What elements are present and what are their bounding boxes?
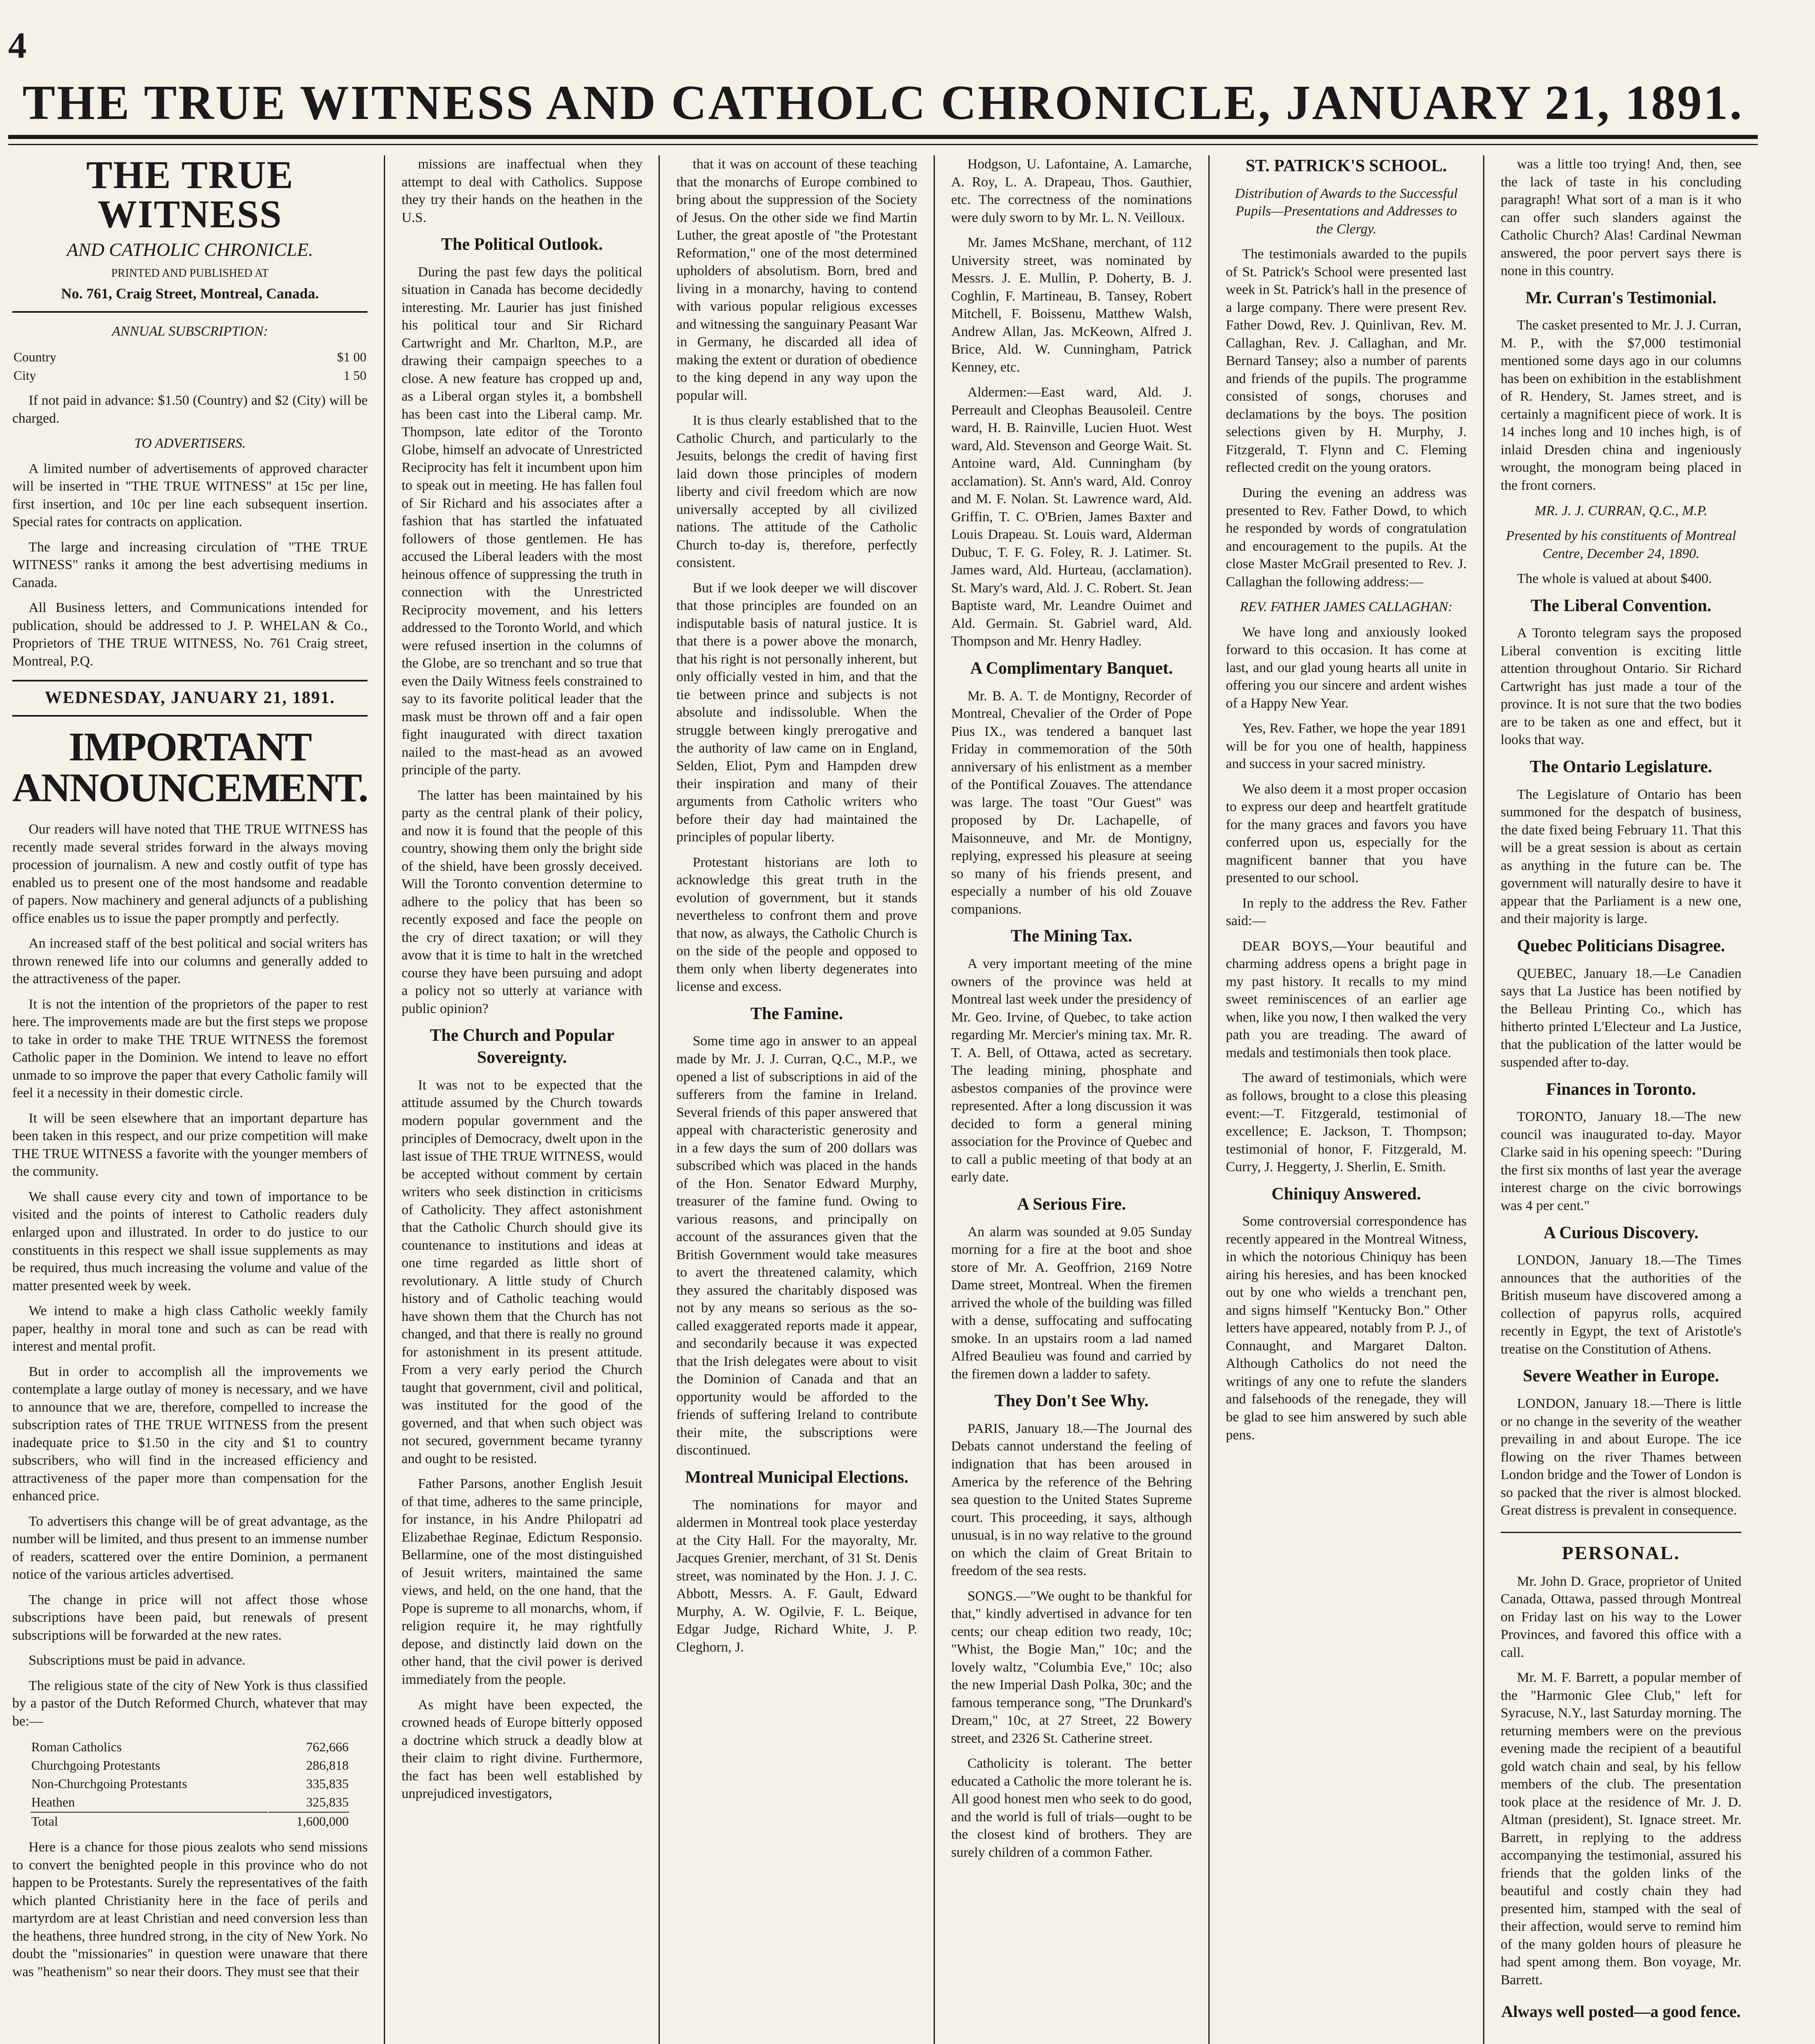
subscription-table <box>12 347 367 385</box>
table-row <box>31 1775 349 1793</box>
stats-value: 286,818 <box>306 1758 349 1773</box>
announcement-paragraph: An increased staff of the best political and social writers has thrown renewed life into our columns and generally added to the attractiveness of the paper. <box>12 936 368 987</box>
subscription-note: If not paid in advance: $1.50 (Country) and $2 (City) will be charged. <box>12 393 368 426</box>
announcement-paragraph: We intend to make a high class Catholic weekly family paper, healthy in moral tone and such as can be read with interest and mental profit. <box>12 1303 368 1354</box>
masthead-title: THE TRUE WITNESS <box>86 153 294 236</box>
announcement-heading: IMPORTANT ANNOUNCEMENT. <box>12 724 368 811</box>
subscription-amount: $1 00 <box>337 350 367 365</box>
date-line: WEDNESDAY, JANUARY 21, 1891. <box>12 680 367 717</box>
issue-title: THE TRUE WITNESS AND CATHOLC CHRONICLE, JANUARY 21, 1891. <box>22 75 1743 130</box>
header-rule-thin <box>8 144 1758 145</box>
famine-heading: The Famine. <box>750 1004 843 1023</box>
masthead-address: No. 761, Craig Street, Montreal, Canada. <box>61 285 319 302</box>
famine-paragraph: Some time ago in answer to an appeal made by Mr. J. J. Curran, Q.C., M.P., we opened a list of subscriptions in aid of the sufferers from the famine in Ireland. Several friends of this paper answered that appeal with characteristic generosity and in a few days the sum of 200 dollars was subscribed which was placed in the hands of the Hon. Senator Edward Murphy, treasurer of the famine fund. Owing to various reasons, and principally on account of the assurances given that the British Government would take measures to avert the threatened calamity, which they assured the charitably disposed was not by any means so serious as the so-called exaggerated reports made it appear, and secondarily because it was expected that the Irish delegates were about to visit the Dominion of Canada and that an opportunity would be afforded to the friends of suffering Ireland to contribute their mite, the subscriptions were discontinued. <box>676 1033 917 1458</box>
advertisers-text: A limited number of advertisements of approved character will be inserted in "THE TRUE WITNESS" at 15c per line, first insertion, and 10c per line each subsequent insertion. Special rates for contracts on application. <box>12 461 368 530</box>
church-paragraph: It was not to be expected that the attitude assumed by the Church towards modern popular government and the principles of Democracy, dwelt upon in the last issue of THE TRUE WITNESS, would be accepted without comment by certain writers who seek distinction in criticisms of Catholicity. They affect astonishment that the Catholic Church should give its countenance to institutions and ideas at one time regarded as little short of revolutionary. A little study of Church history and of Catholic teaching would have shown them that the Church has not changed, and that there is really no ground for astonishment in its present attitude. From a very early period the Church taught that government, civil and political, was instituted for the good of the governed, and that when such object was not secured, government became tyranny and ought to be resisted. <box>401 1077 643 1466</box>
montreal-elections-paragraph: The nominations for mayor and aldermen in Montreal took place yesterday at the City Hall. For the mayoralty, Mr. Jacques Grenier, merchant, of 31 St. Denis street, was nominated by the Hon. J. J. C. Abbott, Messrs. A. F. Gault, Edward Murphy, A. W. Ogilvie, F. L. Beique, Edgar Judge, Richard White, J. P. Cleghorn, J. <box>676 1497 917 1655</box>
curran-signature-2: Presented by his constituents of Montreal Centre, December 24, 1890. <box>1506 528 1736 561</box>
stats-value: 762,666 <box>306 1739 349 1755</box>
column-5 <box>1208 155 1483 2044</box>
column-4-lead: Hodgson, U. Lafontaine, A. Lamarche, A. Roy, L. A. Drapeau, Thos. Gauthier, etc. The correctness of the nominations were duly sworn to by Mr. L. N. Veilloux. <box>951 157 1192 225</box>
column-3-paragraph: It is thus clearly established that to the Catholic Church, and particularly to the Jesuits, belongs the credit of having first laid down those principles of modern liberty and civil freedom which are now universally accepted by all civilized nations. The attitude of the Catholic Church to-day is, therefore, perfectly consistent. <box>676 413 917 571</box>
banquet-heading: A Complimentary Banquet. <box>970 659 1173 678</box>
advertisers-heading: TO ADVERTISERS. <box>134 436 246 451</box>
header-rule <box>8 135 1758 139</box>
curran-value: The whole is valued at about $400. <box>1517 571 1712 587</box>
severe-weather-heading: Severe Weather in Europe. <box>1523 1367 1719 1386</box>
religious-stats-intro: The religious state of the city of New York is thus classified by a pastor of the Dutch Reformed Church, whatever that may be:— <box>12 1678 368 1729</box>
stats-total-value: 1,600,000 <box>269 1812 349 1830</box>
stats-total-label: Total <box>31 1812 268 1830</box>
curran-paragraph: The casket presented to Mr. J. J. Curran, M. P., with the $7,000 testimonial mentioned some days ago in our columns has been on exhibition in the establishment of R. Hendery, St. James street, and is certainly a magnificent piece of work. It is 14 inches long and 10 inches high, is of inlaid Dresden china and ingeniously wrought, the monogram being placed in the front corners. <box>1500 318 1741 493</box>
table-row <box>31 1757 349 1774</box>
stats-label: Non-Churchgoing Protestants <box>31 1776 187 1791</box>
ontario-legislature-heading: The Ontario Legislature. <box>1530 757 1712 776</box>
column-3-lead: that it was on account of these teaching that the monarchs of Europe combined to bring about the suppression of the Society of Jesus. On the other side we find Martin Luther, the great apostle of "the Protestant Reformation," one of the most determined upholders of absolutism. Born, bred and living in a monarchy, having to contend with various popular religious excesses and witnessing the sanguinary Peasant War in Germany, he discarded all idea of making the extent or duration of obedience to the king depend in any way upon the popular will. <box>676 157 917 403</box>
column-4-paragraph: Mr. James McShane, merchant, of 112 University street, was nominated by Messrs. J. E. Mullin, P. Doherty, B. J. Coghlin, F. Martineau, B. Tansey, Robert Mitchell, F. Boissenu, Matthew Walsh, Andrew Allan, Jas. McKeown, Alfred J. Brice, Ald. W. Cunningham, Patrick Kenney, etc. <box>951 235 1192 375</box>
column-1 <box>8 155 384 2044</box>
issue-header <box>8 37 1758 131</box>
awards-paragraph: The award of testimonials, which were as follows, brought to a close this pleasing event:—T. Fitzgerald, testimonial of excellence; E. Jackson, T. Thompson; testimonial of honor, F. Fitzgerald, M. Curry, J. Heggerty, J. Sherlin, E. Smith. <box>1226 1070 1467 1175</box>
songs-paragraph: SONGS.—"We ought to be thankful for that," kindly advertised in advance for ten cents; our cheap edition two ready, 10c; "Whist, the Bogie Man," 10c; and the lovely waltz, "Columbia Eve," 10c; also the new Imperial Dash Polka, 30c; and the famous temperance song, "The Drunkard's Dream," 10c, at 27 Street, 22 Bowery street, and 2326 St. Catherine street. <box>951 1588 1192 1746</box>
church-paragraph: Father Parsons, another English Jesuit of that time, adheres to the same principle, for instance, in his Andre Philopatri ad Elizabethae Reginae, Edictum Responsio. Bellarmine, one of the most distinguished of Jesuit writers, maintained the same views, and held, on the one hand, that the Pope is supreme to all monarchs, whom, if religion require it, he may rightfully depose, and distinctly laid down on the other hand, that the civil power is derived immediately from the people. <box>401 1476 643 1687</box>
political-paragraph: During the past few days the political situation in Canada has become decidedly interesting. Mr. Laurier has just finished his political tour and Sir Richard Cartwright and Mr. Charlton, M.P., are drawing their campaign speeches to a close. A new feature has cropped up and, as a Liberal organ styles it, a bombshell has been cast into the Liberal camp. Mr. Thompson, late editor of the Toronto Globe, himself an advocate of Unrestricted Reciprocity has felt it incumbent upon him to speak out in meeting. He has fallen foul of Sir Richard and his associates after a fashion that has startled the infatuated followers of those gentlemen. He has accused the Liberal leaders with the most heinous offence of suppressing the truth in connection with the Unrestricted Reciprocity movement, and his letters addressed to the Toronto World, and which were refused insertion in the columns of the Globe, are so trenchant and so true that even the Daily Witness feels constrained to say to its favorite political leader that the mask must be thrown off and a fair open fight inaugurated with direct taxation nailed to the mast-head as an avowed principle of the party. <box>401 264 643 778</box>
column-2-lead: missions are inaffectual when they attempt to deal with Catholics. Suppose they try their hands on the heathen in the U.S. <box>401 157 643 225</box>
masthead <box>12 155 367 313</box>
announcement-paragraph: We shall cause every city and town of importance to be visited and the points of interest to Catholic readers duly enlarged upon and illustrated. In order to do justice to our constituents in this respect we shall issue supplements as may be required, thus much increasing the volume and value of the matter presented week by week. <box>12 1189 368 1293</box>
column-3-paragraph: But if we look deeper we will discover that those principles are founded on an indisputable basis of natural justice. It is that there is a power above the monarch, that his right is not personally inherent, but only officially vested in him, and that the tie between prince and subjects is not absolute and indissoluble. When the struggle between kingly prerogative and the authority of law came on in England, Selden, Eliot, Pym and Hampden drew their inspiration and many of their arguments from Catholic writers who before their day had maintained the principles of popular liberty. <box>676 580 917 845</box>
school-paragraph: DEAR BOYS,—Your beautiful and charming address opens a bright page in my past history. It recalls to my mind sweet reminiscences of an earlier age when, like you now, I then walked the very path you are treading. The award of medals and testimonials then took place. <box>1226 938 1467 1060</box>
liberal-paragraph: A Toronto telegram says the proposed Liberal convention is exciting little attention throughout Ontario. Sir Richard Cartwright has just made a tour of the province. It is not sure that the two bodies are to be taken as one and effect, but it looks that way. <box>1500 625 1741 748</box>
newspaper-columns <box>8 155 1758 2044</box>
school-paragraph: We have long and anxiously looked forward to this occasion. It has come at last, and our glad young hearts all unite in offering you our sincere and ardent wishes of a Happy New Year. <box>1226 624 1467 711</box>
subscription-label: Country <box>13 350 56 365</box>
subscription-heading: ANNUAL SUBSCRIPTION: <box>112 323 268 339</box>
business-letters: All Business letters, and Communications intended for publication, should be addressed to J. P. WHELAN & Co., Proprietors of THE TRUE WITNESS, No. 761 Craig street, Montreal, P.Q. <box>12 600 368 669</box>
weather-paragraph: LONDON, January 18.—There is little or no change in the severity of the weather prevailing in and about Europe. The ice flowing on the river Thames between London bridge and the Tower of London is so packed that the river is almost blocked. Great distress is prevalent in consequence. <box>1500 1396 1741 1518</box>
advertisers-text-2: The large and increasing circulation of "THE TRUE WITNESS" ranks it among the best advertising mediums in Canada. <box>12 539 368 590</box>
table-row <box>13 367 367 384</box>
liberal-convention-heading: The Liberal Convention. <box>1530 596 1712 615</box>
stats-label: Heathen <box>31 1795 75 1810</box>
stats-label: Roman Catholics <box>31 1739 122 1755</box>
table-row <box>13 348 367 366</box>
dont-see-why-paragraph: PARIS, January 18.—The Journal des Debats cannot understand the feeling of indignation that has been aroused in America by the reference of the Behring sea question to the United States Supreme court. This proceeding, it says, although unusual, is in no way relative to the ground on which the claim of Great Britain to freedom of the sea rests. <box>951 1421 1192 1579</box>
column-3 <box>659 155 933 2044</box>
table-row <box>31 1738 349 1756</box>
stats-value: 335,835 <box>306 1776 349 1791</box>
mining-tax-heading: The Mining Tax. <box>1011 927 1132 946</box>
quebec-paragraph: QUEBEC, January 18.—Le Canadien says that La Justice has been notified by the Belleau Printing Co., which has hitherto printed L'Electeur and La Justice, that the publication of the latter would be suspended after to-day. <box>1500 966 1741 1070</box>
serious-fire-heading: A Serious Fire. <box>1017 1195 1126 1214</box>
masthead-printed: PRINTED AND PUBLISHED AT <box>111 267 269 280</box>
school-address-salutation: REV. FATHER JAMES CALLAGHAN: <box>1239 599 1453 615</box>
personal-paragraph: Mr. John D. Grace, proprietor of United Canada, Ottawa, passed through Montreal on Friday last on his way to the Lower Provinces, and favored this office with a call. <box>1500 1573 1741 1660</box>
st-patricks-school-heading: ST. PATRICK'S SCHOOL. <box>1246 157 1447 175</box>
ontario-paragraph: The Legislature of Ontario has been summoned for the despatch of business, the date fixed being February 11. That this will be a great session is about as certain as anything in the future can be. The government will naturally desire to have it appear that the Parliament is a new one, and their majority is large. <box>1500 787 1741 927</box>
religious-stats-table <box>30 1737 350 1831</box>
mining-tax-paragraph: A very important meeting of the mine owners of the province was held at Montreal last week under the presidency of Mr. Geo. Irvine, of Quebec, to take action regarding Mr. Mercier's mining tax. Mr. R. T. A. Bell, of Ottawa, acted as secretary. The leading mining, phosphate and asbestos companies of the province were represented. After a long discussion it was decided to form a general mining association for the Province of Quebec and to call a public meeting of that body at an early date. <box>951 956 1192 1185</box>
table-row <box>31 1793 349 1811</box>
political-outlook-heading: The Political Outlook. <box>441 235 603 254</box>
dont-see-why-heading: They Don't See Why. <box>994 1392 1149 1411</box>
column-4-paragraph: Aldermen:—East ward, Ald. J. Perreault and Cleophas Beausoleil. Centre ward, H. B. Rainville, Lucien Huot. West ward, Ald. Stevenson and George Wait. St. Antoine ward, Ald. Cunningham (by acclamation). St. Ann's ward, Ald. Conroy and M. F. Nolan. St. Lawrence ward, Ald. Griffin, T. C. O'Brien, James Baxter and Louis Drapeau. St. Louis ward, Alderman Dubuc, T. F. G. Foley, R. J. Latimer. St. James ward, Ald. Hurteau, (acclamation). St. Mary's ward, Ald. J. C. Robert. St. Jean Baptiste ward, Mr. Leandre Ouimet and Ald. Germain. St. Gabriel ward, Ald. Thompson and Mr. Henry Hadley. <box>951 385 1192 649</box>
montreal-elections-heading: Montreal Municipal Elections. <box>685 1468 909 1487</box>
announcement-paragraph: To advertisers this change will be of great advantage, as the number will be limited, and thus present to an immense number of readers, scattered over the entire Dominion, a permanent notice of the various articles advertised. <box>12 1513 368 1582</box>
school-paragraph: During the evening an address was presented to Rev. Father Dowd, to which he responded by words of congratulation and encouragement to the pupils. At the close Master McGrail presented to Rev. J. Callaghan the following address:— <box>1226 485 1467 589</box>
personal-heading: PERSONAL. <box>1501 1532 1741 1565</box>
personal-paragraph: Mr. M. F. Barrett, a popular member of the "Harmonic Glee Club," left for Syracuse, N.Y., last Saturday morning. The returning members were on the previous evening made the recipient of a beautiful gold watch chain and seal, by his fellow members of the club. The presentation took place at the residence of Mr. J. D. Altman (president), St. Ignace street. Mr. Barrett, in replying to the address accompanying the testimonial, assured his friends that the golden links of the beautiful and costly chain they had presented him, stamped with the seal of their affection, would serve to remind him of the many golden hours of pleasure he had spent among them. Bon voyage, Mr. Barrett. <box>1500 1670 1741 1988</box>
st-patricks-school-subheading: Distribution of Awards to the Successful Pupils—Presentations and Addresses to the Clergy. <box>1235 186 1458 237</box>
school-paragraph: We also deem it a most proper occasion to express our deep and heartfelt gratitude for the many graces and favors you have conferred upon us, especially for the magnificent banner that you have presented to our school. <box>1226 781 1467 886</box>
announcement-paragraph: It will be seen elsewhere that an important departure has been taken in this respect, and our prize competition will make THE TRUE WITNESS a favorite with the younger members of the community. <box>12 1110 368 1179</box>
column-3-paragraph: Protestant historians are loth to acknowledge this great truth in the evolution of government, but it stands nevertheless to confront them and prove that now, as always, the Catholic Church is on the side of the people and opposed to them only when liberty degenerates into license and excess. <box>676 854 917 995</box>
subscription-label: City <box>13 368 36 383</box>
column-6-lead: was a little too trying! And, then, see the lack of taste in his concluding paragraph! What sort of a man is it who can offer such slanders against the Catholic Church? Alas! Cardinal Newman answered, the poor pervert says there is none in this country. <box>1500 157 1741 279</box>
political-paragraph: The latter has been maintained by his party as the central plank of their policy, and now it is found that the people of this country, showing them only the bright side of the shield, have been grossly deceived. Will the Toronto convention determine to adhere to the policy that has been so recently exposed and face the people on the cry of direct taxation; or will they avow that it is time to halt in the wretched course they have been pursuing and adopt a policy not so utterly at variance with public opinion? <box>401 787 643 1016</box>
finances-toronto-heading: Finances in Toronto. <box>1546 1080 1696 1099</box>
announcement-paragraph: Subscriptions must be paid in advance. <box>29 1653 246 1668</box>
serious-fire-paragraph: An alarm was sounded at 9.05 Sunday morning for a fire at the boot and shoe store of Mr. A. Geoffrion, 2169 Notre Dame street, Montreal. When the firemen arrived the whole of the building was filled with a dense, suffocating and suffocating smoke. In an upstairs room a lad named Alfred Beaulieu was found and carried by the firemen down a ladder to safety. <box>951 1224 1192 1382</box>
column-4 <box>934 155 1208 2044</box>
school-paragraph: Yes, Rev. Father, we hope the year 1891 will be for you one of health, happiness and success in your sacred ministry. <box>1226 721 1467 772</box>
announcement-paragraph: It is not the intention of the proprietors of the paper to rest here. The improvements made are but the first steps we propose to take in order to make THE TRUE WITNESS the foremost Catholic paper in the Dominion. We intend to leave no effort unmade to so improve the paper that every Catholic family will feel it a necessity in their domestic circle. <box>12 996 368 1101</box>
curran-testimonial-heading: Mr. Curran's Testimonial. <box>1525 288 1717 307</box>
curious-discovery-heading: A Curious Discovery. <box>1543 1223 1698 1242</box>
announcement-paragraph: The change in price will not affect those whose subscriptions have been paid, but renewals of present subscriptions will be forwarded at the new rates. <box>12 1592 368 1643</box>
closing-line: Always well posted—a good fence. <box>1501 2002 1741 2021</box>
column-6 <box>1483 155 1758 2044</box>
stats-label: Churchgoing Protestants <box>31 1758 160 1773</box>
tolerant-paragraph: Catholicity is tolerant. The better educated a Catholic the more tolerant he is. All good honest men who seek to do good, and the world is full of trials—ought to be the closest kind of brothers. They are surely children of a common Father. <box>951 1756 1192 1860</box>
page-number: 4 <box>8 25 27 66</box>
curious-paragraph: LONDON, January 18.—The Times announces that the authorities of the British museum have discovered among a collection of papyrus rolls, acquired recently in Egypt, the text of Aristotle's treatise on the Constitution of Athens. <box>1500 1253 1741 1357</box>
quebec-politicians-heading: Quebec Politicians Disagree. <box>1517 936 1725 955</box>
curran-signature: MR. J. J. CURRAN, Q.C., M.P. <box>1535 503 1707 518</box>
finances-paragraph: TORONTO, January 18.—The new council was inaugurated to-day. Mayor Clarke said in his opening speech: "During the first six months of last year the average interest charge on the civic borrowings was 4 per cent." <box>1500 1109 1741 1213</box>
table-row <box>31 1812 349 1830</box>
chiniquy-heading: Chiniquy Answered. <box>1271 1184 1421 1204</box>
subscription-amount: 1 50 <box>343 368 367 383</box>
church-sovereignty-heading: The Church and Popular Sovereignty. <box>430 1026 614 1067</box>
announcement-paragraph: Our readers will have noted that THE TRUE WITNESS has recently made several strides forward in the always moving procession of journalism. A new and costly outfit of type has enabled us to present one of the most handsome and readable of papers. Now machinery and general adjuncts of a publishing office enables us to issue the paper promptly and perfectly. <box>12 822 368 926</box>
banquet-paragraph: Mr. B. A. T. de Montigny, Recorder of Montreal, Chevalier of the Order of Pope Pius IX., was tendered a banquet last Friday in commemoration of the 50th anniversary of his enlistment as a member of the Pontifical Zouaves. The attendance was large. The toast "Our Guest" was proposed by Dr. Lachapelle, of Maisonneuve, and Mr. de Montigny, replying, expressed his pleasure at seeing so many of his friends present, and especially a number of his old Zouave companions. <box>951 688 1192 917</box>
school-paragraph: In reply to the address the Rev. Father said:— <box>1226 895 1467 929</box>
chiniquy-paragraph: Some controversial correspondence has recently appeared in the Montreal Witness, in which the notorious Chiniquy has been airing his heresies, and has been knocked out by one who wields a trenchant pen, and signs himself "Kentucky Bon." Other letters have appeared, notably from P. J., of Connaught, and Margaret Dalton. Although Catholics do not need the writings of any one to refute the slanders and falsehoods of the renegade, they will be glad to see him answered by such able pens. <box>1226 1214 1467 1443</box>
column-2 <box>384 155 659 2044</box>
announcement-paragraph: But in order to accomplish all the improvements we contemplate a large outlay of money is necessary, and we have to announce that we are, therefore, compelled to increase the subscription rates of THE TRUE WITNESS from the present inadequate price to $1.50 in the city and $1 to country subscribers, who will find in the increased efficiency and attractiveness of the paper more than compensation for the enhanced price. <box>12 1364 368 1504</box>
church-paragraph: As might have been expected, the crowned heads of Europe bitterly opposed a doctrine which struck a deadly blow at their claim to right divine. Furthermore, the fact has been well established by unprejudiced investigators, <box>401 1697 643 1802</box>
school-paragraph: The testimonials awarded to the pupils of St. Patrick's School were presented last week in St. Patrick's hall in the presence of a large company. There were present Rev. Father Dowd, Rev. J. Quinlivan, Rev. M. Callaghan, Rev. J. Callaghan, and Mr. Bernard Tansey; also a number of parents and friends of the pupils. The programme consisted of songs, choruses and declamations by the boys. The position selections given by H. Murphy, J. Fitzgerald, T. Flynn and C. Fleming reflected credit on the young orators. <box>1226 247 1467 475</box>
stats-value: 325,835 <box>306 1795 349 1810</box>
masthead-subtitle: AND CATHOLIC CHRONICLE. <box>67 239 314 260</box>
religious-stats-outro: Here is a chance for those pious zealots who send missions to convert the benighted people in this province who do not happen to be Protestants. Surely the representatives of the faith which planted Christianity here in the face of perils and martyrdom are at least Christian and need conversion less than the heathens, three hundred strong, in the city of New York. No doubt the "missionaries" in question were unaware that there was "heathenism" so near their doors. They must see that their <box>12 1840 368 1979</box>
